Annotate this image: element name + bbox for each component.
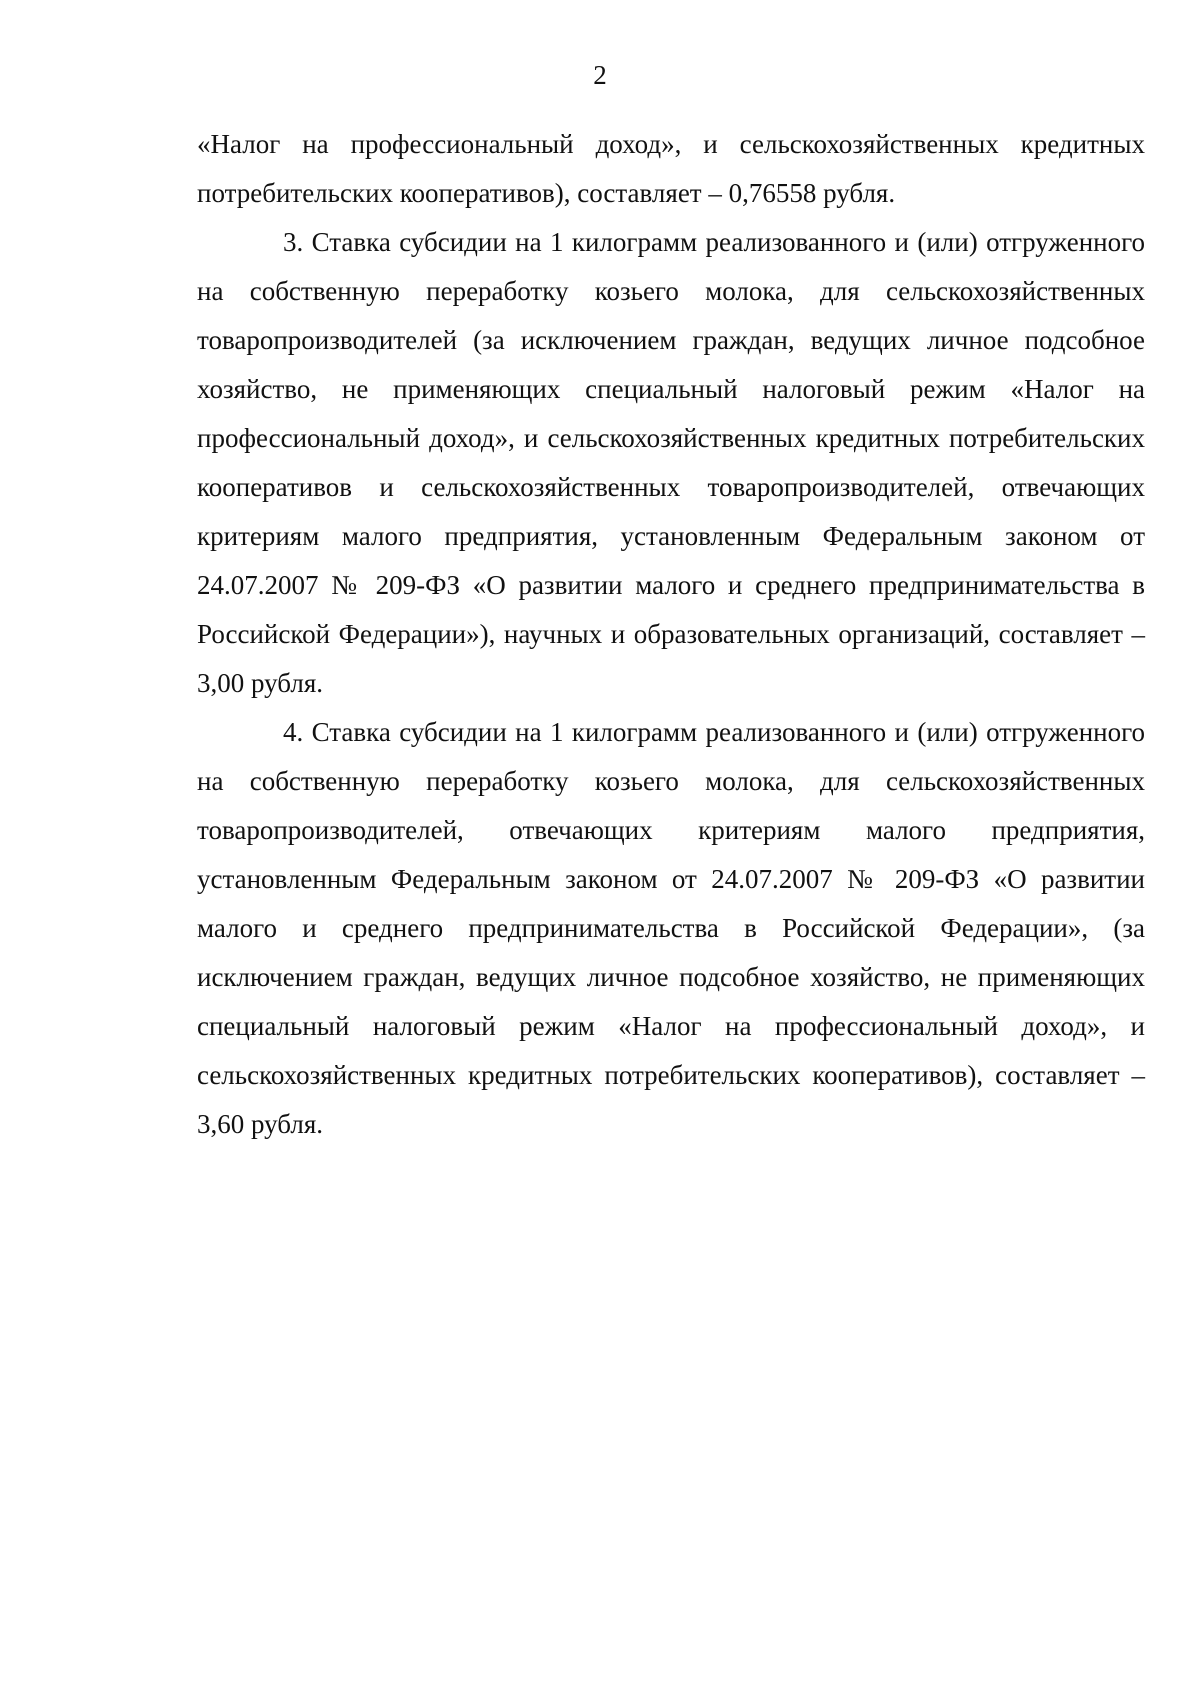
paragraph-continuation: «Налог на профессиональный доход», и сельскохозяйственных кредитных потребительских кооперативов), составляет – 0,76558 рубля. bbox=[197, 129, 1145, 208]
page-number: 2 bbox=[593, 60, 607, 90]
paragraph-item-3: 3. Ставка субсидии на 1 килограмм реализованного и (или) отгруженного на собственную переработку козьего молока, для сельскохозяйственных товаропроизводителей (за исключением граждан, ведущих личное подсобное хозяйство, не применяющих специальный налоговый режим «Налог на профессиональный доход», и сельскохозяйственных кредитных потребительских кооперативов и сельскохозяйственных товаропроизводителей, отвечающих критериям малого предприятия, установленным Федеральным законом от 24.07.2007 № 209-ФЗ «О развитии малого и среднего предпринимательства в Российской Федерации»), научных и образовательных организаций, составляет – 3,00 рубля. bbox=[197, 227, 1145, 698]
paragraph-item-4: 4. Ставка субсидии на 1 килограмм реализованного и (или) отгруженного на собственную переработку козьего молока, для сельскохозяйственных товаропроизводителей, отвечающих критериям малого предприятия, установленным Федеральным законом от 24.07.2007 № 209-ФЗ «О развитии малого и среднего предпринимательства в Российской Федерации», (за исключением граждан, ведущих личное подсобное хозяйство, не применяющих специальный налоговый режим «Налог на профессиональный доход», и сельскохозяйственных кредитных потребительских кооперативов), составляет – 3,60 рубля. bbox=[197, 717, 1145, 1139]
document-body bbox=[197, 120, 1145, 1149]
